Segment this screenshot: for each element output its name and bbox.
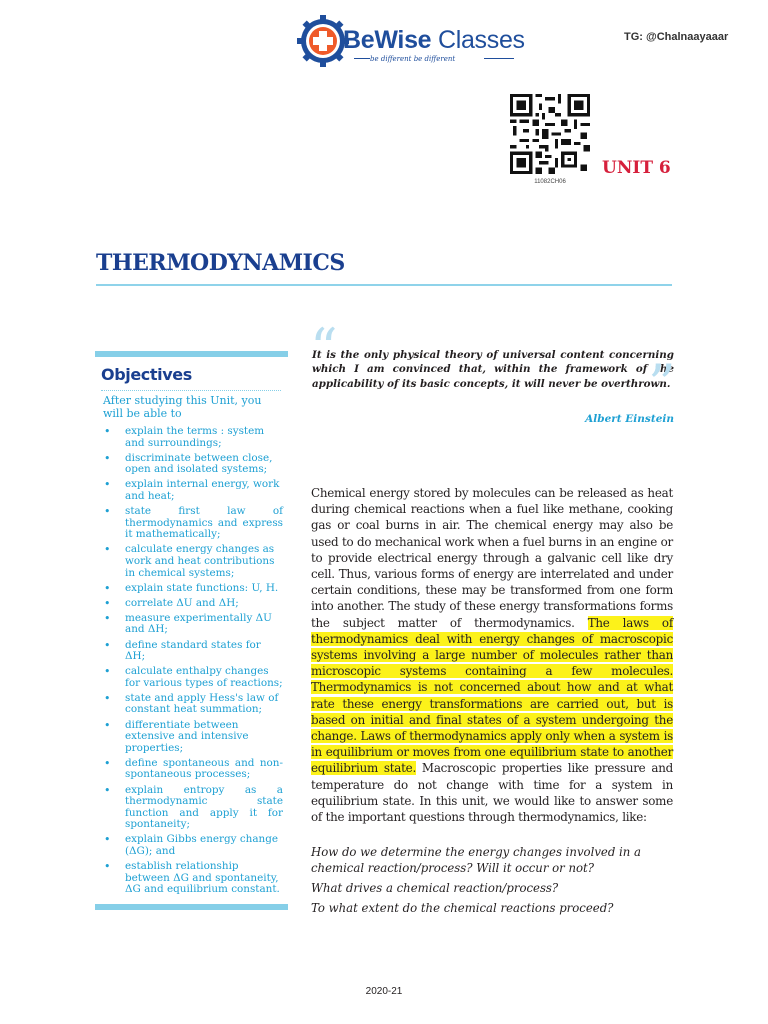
open-quote-mark-icon: “ bbox=[310, 317, 338, 380]
objective-text: explain entropy as a thermodynamic state function and apply it for spontaneity; bbox=[125, 783, 283, 831]
objective-item bbox=[103, 861, 283, 896]
objective-item bbox=[103, 453, 283, 476]
objective-item bbox=[103, 583, 283, 595]
objective-text: state and apply Hess's law of constant heat summation; bbox=[125, 691, 279, 716]
bullet-icon: • bbox=[104, 425, 111, 438]
bullet-icon: • bbox=[104, 638, 111, 652]
intro-paragraph bbox=[311, 485, 673, 825]
objective-item bbox=[103, 693, 283, 716]
guiding-questions bbox=[311, 844, 673, 920]
objective-item bbox=[103, 720, 283, 755]
telegram-handle: TG: @Chalnaayaaar bbox=[624, 31, 729, 43]
objective-text: state first law of thermodynamics and express it mathematically; bbox=[125, 505, 283, 541]
objectives-list bbox=[103, 426, 283, 899]
objective-text: define spontaneous and non-spontaneous processes; bbox=[125, 756, 283, 781]
close-quote-mark-icon: ” bbox=[648, 353, 676, 416]
objective-text: explain the terms : system and surroundings; bbox=[125, 425, 265, 449]
quote-author: Albert Einstein bbox=[585, 413, 674, 425]
brand-name bbox=[343, 26, 525, 55]
unit-label: UNIT 6 bbox=[602, 158, 671, 178]
title-divider bbox=[96, 284, 672, 286]
objective-item bbox=[103, 640, 283, 663]
bullet-icon: • bbox=[104, 860, 111, 874]
objective-text: establish relationship between ΔG and spontaneity, ΔG and equilibrium constant. bbox=[125, 860, 280, 896]
bullet-icon: • bbox=[104, 665, 111, 679]
bullet-icon: • bbox=[104, 478, 111, 492]
objectives-intro: After studying this Unit, you will be able to bbox=[103, 394, 262, 420]
objectives-bottom-bar bbox=[95, 904, 288, 910]
question-item: How do we determine the energy changes involved in a chemical reaction/process? Will it occur or not? bbox=[311, 845, 641, 875]
page-footer-year: 2020-21 bbox=[365, 986, 403, 997]
bullet-icon: • bbox=[104, 691, 111, 705]
qr-code-label: 11082CH06 bbox=[534, 179, 566, 185]
highlighted-text: The laws of thermodynamics deal with energy changes of macroscopic systems involving a large number of molecules rather than microscopic systems containing a few molecules. Thermodynamics is not concerned about how and at what rate these energy transformations are carried out, but is based on initial and final states of a system undergoing the change. Laws of thermodynamics apply only when a system is in equilibrium or moves from one equilibrium state to another equilibrium state. bbox=[311, 615, 673, 776]
bullet-icon: • bbox=[104, 505, 111, 519]
question-item: To what extent do the chemical reactions proceed? bbox=[311, 901, 614, 915]
objectives-heading: Objectives bbox=[101, 365, 192, 384]
brand-tagline: be different be different bbox=[370, 55, 456, 63]
gear-logo-icon bbox=[296, 14, 350, 68]
objectives-box bbox=[95, 351, 288, 910]
question-item: What drives a chemical reaction/process? bbox=[311, 881, 559, 895]
tagline-rule-left bbox=[354, 58, 370, 59]
objective-text: correlate ΔU and ΔH; bbox=[125, 596, 239, 609]
objective-text: define standard states for ΔH; bbox=[125, 638, 261, 663]
bullet-icon: • bbox=[104, 543, 111, 557]
objectives-top-bar bbox=[95, 351, 288, 357]
bullet-icon: • bbox=[104, 451, 111, 465]
objective-text: explain internal energy, work and heat; bbox=[125, 478, 280, 502]
brand-name-part2: Classes bbox=[431, 26, 525, 54]
objective-item bbox=[103, 834, 283, 857]
objective-item bbox=[103, 598, 283, 610]
objective-item bbox=[103, 785, 283, 831]
objective-text: measure experimentally ΔU and ΔH; bbox=[125, 611, 272, 636]
objective-item bbox=[103, 758, 283, 781]
bullet-icon: • bbox=[104, 596, 111, 610]
page-title: THERMODYNAMICS bbox=[96, 250, 345, 276]
objective-item bbox=[103, 544, 283, 579]
objective-text: discriminate between close, open and isolated systems; bbox=[125, 451, 273, 476]
objective-text: calculate enthalpy changes for various types of reactions; bbox=[125, 665, 283, 689]
objective-item bbox=[103, 613, 283, 636]
bullet-icon: • bbox=[104, 718, 111, 732]
objective-text: calculate energy changes as work and heat contributions in chemical systems; bbox=[125, 543, 275, 579]
objective-text: explain state functions: U, H. bbox=[125, 581, 279, 594]
bullet-icon: • bbox=[104, 611, 111, 625]
objectives-heading-rule bbox=[101, 390, 281, 391]
brand-name-part1: BeWise bbox=[343, 26, 432, 54]
paragraph-start: Chemical energy stored by molecules can be released as heat during chemical reactions when a fuel like methane, cooking gas or coal burns in air. The chemical energy may also be used to do mechanical work when a fuel burns in an engine or to provide electrical energy through a galvanic cell like dry cell. Thus, various forms of energy are interrelated and under certain conditions, these may be transformed from one form into another. The study of these energy transformations forms the subject matter of thermodynamics. bbox=[311, 486, 673, 630]
objective-item bbox=[103, 666, 283, 689]
objective-item bbox=[103, 506, 283, 541]
paragraph-end: Macroscopic properties like pressure and temperature do not change with time for a system in equilibrium state. In this unit, we would like to answer some of the important questions through thermodynamics, like: bbox=[311, 761, 674, 825]
objective-item bbox=[103, 426, 283, 449]
bullet-icon: • bbox=[104, 783, 111, 797]
bewise-logo bbox=[296, 14, 526, 70]
tagline-rule-right bbox=[484, 58, 514, 59]
objective-text: differentiate between extensive and intensive properties; bbox=[125, 718, 249, 754]
bullet-icon: • bbox=[104, 581, 111, 595]
objective-text: explain Gibbs energy change (ΔG); and bbox=[125, 833, 279, 857]
bullet-icon: • bbox=[104, 833, 111, 847]
epigraph-quote: It is the only physical theory of universal content concerning which I am convinced that, within the framework of the applicability of its basic concepts, it will never be overthrown. bbox=[312, 349, 674, 390]
bullet-icon: • bbox=[104, 756, 111, 770]
objective-item bbox=[103, 479, 283, 502]
qr-code-icon bbox=[510, 94, 590, 174]
